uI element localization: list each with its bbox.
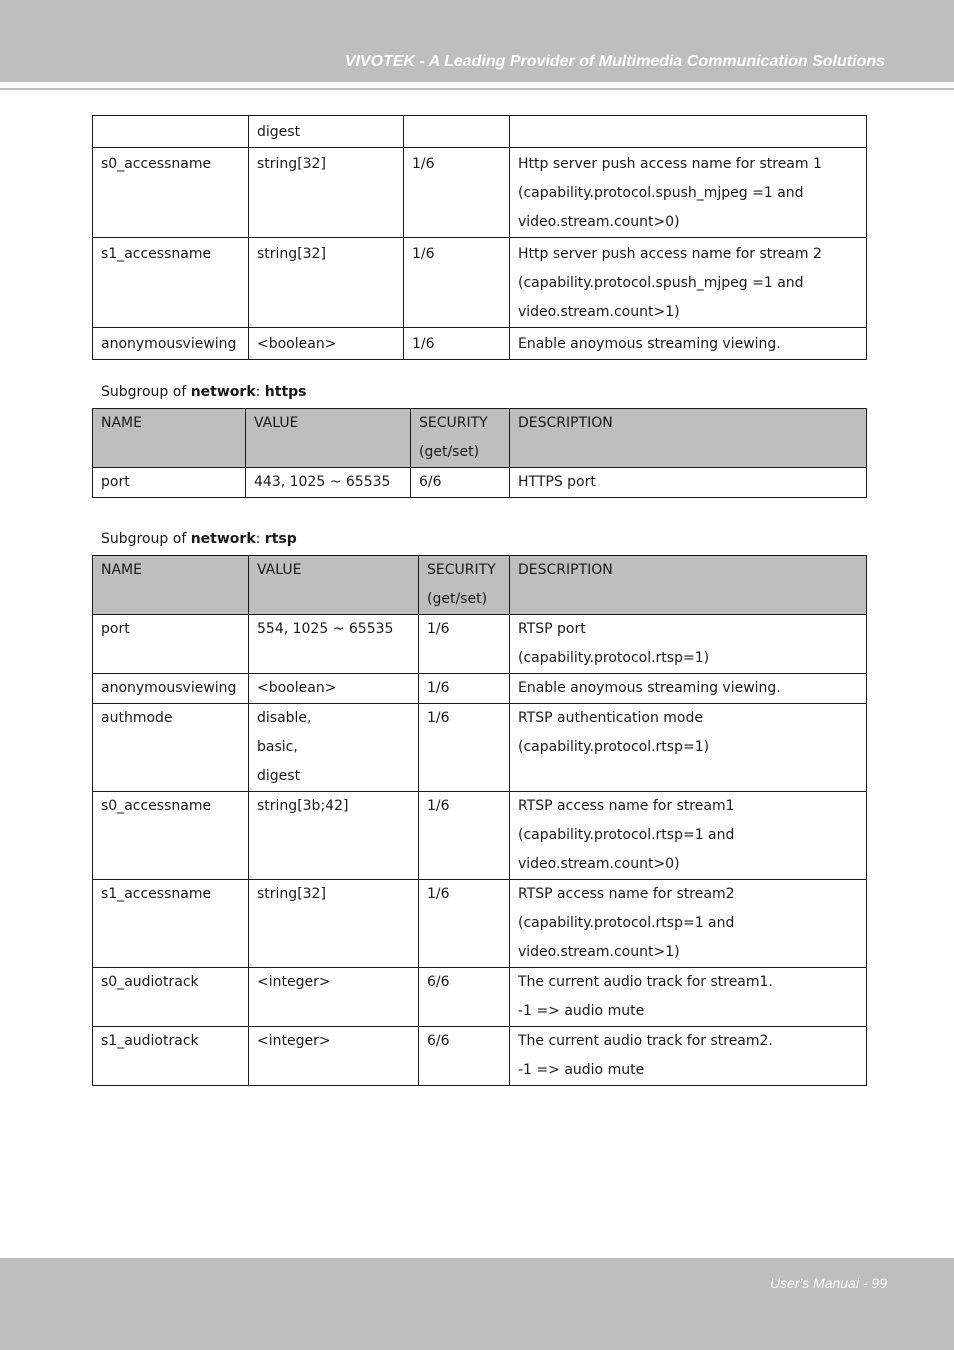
param-security-cell: 1/6 [404, 238, 510, 328]
param-value-cell [249, 148, 404, 238]
table-row [93, 968, 867, 1027]
column-header-security: SECURITY (get/set) [411, 409, 510, 468]
param-value-cell-line: string[32] [257, 246, 326, 262]
param-name-cell: s0_accessname [93, 148, 249, 238]
param-description-cell-line: (capability.protocol.rtsp=1 and [518, 827, 735, 843]
param-description-cell [510, 328, 867, 360]
param-description-cell-line: The current audio track for stream1. [518, 974, 773, 990]
table-row [93, 116, 867, 148]
param-name-cell: port [93, 468, 246, 498]
param-description-cell-line: RTSP port [518, 621, 586, 637]
table-row [93, 615, 867, 674]
param-security-cell: 1/6 [419, 674, 510, 704]
param-value-cell-line: <integer> [257, 1033, 331, 1049]
param-value-cell [249, 968, 419, 1027]
param-description-cell-line: video.stream.count>1) [518, 944, 680, 960]
param-value-cell [249, 674, 419, 704]
column-header-description: DESCRIPTION [510, 556, 867, 615]
param-security-cell: 1/6 [404, 148, 510, 238]
param-description-cell-line: Enable anoymous streaming viewing. [518, 336, 781, 352]
table-header-row [93, 556, 867, 615]
table-header-row [93, 409, 867, 468]
param-description-cell [510, 792, 867, 880]
param-security-cell: 6/6 [419, 968, 510, 1027]
param-value-cell [249, 704, 419, 792]
column-header-value: VALUE [249, 556, 419, 615]
param-value-cell-line: string[3b;42] [257, 798, 349, 814]
param-security-cell: 6/6 [411, 468, 510, 498]
param-value-cell-line: string[32] [257, 156, 326, 172]
param-name-cell: authmode [93, 704, 249, 792]
param-value-cell-line: digest [257, 768, 301, 784]
param-value-cell-line: string[32] [257, 886, 326, 902]
param-security-cell [404, 116, 510, 148]
param-security-cell: 6/6 [419, 1027, 510, 1086]
page-footer [0, 1258, 954, 1350]
param-description-cell-line: video.stream.count>1) [518, 304, 680, 320]
param-name-cell: s1_audiotrack [93, 1027, 249, 1086]
page-header [0, 0, 954, 82]
param-value-cell [249, 116, 404, 148]
param-description-cell-line: Http server push access name for stream 1 [518, 156, 822, 172]
table-row [93, 468, 867, 498]
param-description-cell [510, 238, 867, 328]
param-security-cell: 1/6 [419, 792, 510, 880]
param-description-cell-line [518, 118, 858, 147]
table-row [93, 704, 867, 792]
param-name-cell: anonymousviewing [93, 328, 249, 360]
param-description-cell [510, 880, 867, 968]
column-header-value: VALUE [246, 409, 411, 468]
page-number: User's Manual - 99 [769, 1275, 887, 1291]
param-description-cell-line: (capability.protocol.rtsp=1 and [518, 915, 735, 931]
param-name-cell: s0_audiotrack [93, 968, 249, 1027]
param-description-cell [510, 116, 867, 148]
param-value-cell-line: 554, 1025 ~ 65535 [257, 621, 394, 637]
column-header-security: SECURITY (get/set) [419, 556, 510, 615]
param-description-cell-line: -1 => audio mute [518, 1062, 645, 1078]
param-security-cell: 1/6 [419, 880, 510, 968]
param-description-cell-line: RTSP access name for stream2 [518, 886, 735, 902]
rtsp-parameter-table [92, 555, 867, 1086]
column-header-name: NAME [93, 409, 246, 468]
param-description-cell-line: RTSP authentication mode [518, 710, 703, 726]
param-name-cell: s1_accessname [93, 238, 249, 328]
param-name-cell [93, 116, 249, 148]
parameter-table-continued [92, 115, 867, 360]
param-value-cell-line: digest [257, 124, 301, 140]
param-name-cell: port [93, 615, 249, 674]
https-subgroup-caption: Subgroup of network: https [101, 384, 307, 400]
param-value-cell-line: <integer> [257, 974, 331, 990]
param-name-cell: anonymousviewing [93, 674, 249, 704]
table-row [93, 328, 867, 360]
param-description-cell [510, 468, 867, 498]
param-description-cell-line: (capability.protocol.rtsp=1) [518, 650, 710, 666]
param-description-cell-line: RTSP access name for stream1 [518, 798, 735, 814]
param-value-cell [249, 615, 419, 674]
param-description-cell-line: Enable anoymous streaming viewing. [518, 680, 781, 696]
param-description-cell-line: video.stream.count>0) [518, 214, 680, 230]
param-name-cell: s1_accessname [93, 880, 249, 968]
param-value-cell [249, 1027, 419, 1086]
param-description-cell-line: The current audio track for stream2. [518, 1033, 773, 1049]
column-header-description: DESCRIPTION [510, 409, 867, 468]
param-description-cell-line: (capability.protocol.spush_mjpeg =1 and [518, 185, 804, 201]
param-description-cell [510, 704, 867, 792]
param-value-cell [249, 792, 419, 880]
param-name-cell: s0_accessname [93, 792, 249, 880]
param-value-cell [249, 238, 404, 328]
param-description-cell-line: Http server push access name for stream 2 [518, 246, 822, 262]
table-row [93, 148, 867, 238]
param-description-cell [510, 148, 867, 238]
param-value-cell-line: disable, [257, 710, 312, 726]
param-value-cell [249, 328, 404, 360]
param-value-cell-line: <boolean> [257, 680, 337, 696]
param-value-cell-line: basic, [257, 739, 298, 755]
column-header-name: NAME [93, 556, 249, 615]
header-divider [0, 88, 954, 90]
param-value-cell-line: 443, 1025 ~ 65535 [254, 474, 391, 490]
table-row [93, 792, 867, 880]
table-row [93, 1027, 867, 1086]
https-parameter-table [92, 408, 867, 498]
param-security-cell: 1/6 [419, 615, 510, 674]
param-description-cell [510, 968, 867, 1027]
rtsp-subgroup-caption: Subgroup of network: rtsp [101, 531, 297, 547]
table-row [93, 238, 867, 328]
param-value-cell-line: <boolean> [257, 336, 337, 352]
param-description-cell [510, 615, 867, 674]
param-value-cell [249, 880, 419, 968]
table-row [93, 880, 867, 968]
param-description-cell-line: -1 => audio mute [518, 1003, 645, 1019]
param-description-cell-line: HTTPS port [518, 474, 596, 490]
param-description-cell [510, 1027, 867, 1086]
param-security-cell: 1/6 [419, 704, 510, 792]
param-description-cell-line: (capability.protocol.rtsp=1) [518, 739, 710, 755]
param-description-cell-line: (capability.protocol.spush_mjpeg =1 and [518, 275, 804, 291]
param-security-cell: 1/6 [404, 328, 510, 360]
param-value-cell [246, 468, 411, 498]
param-description-cell [510, 674, 867, 704]
param-description-cell-line: video.stream.count>0) [518, 856, 680, 872]
header-title: VIVOTEK - A Leading Provider of Multimedia Communication Solutions [344, 53, 885, 70]
table-row [93, 674, 867, 704]
